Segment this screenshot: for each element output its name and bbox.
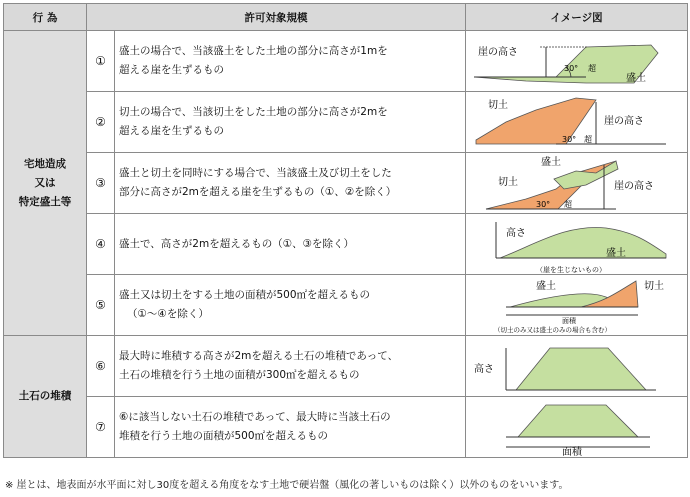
- table-row: [4, 31, 688, 92]
- description-line: 土石の堆積を行う土地の面積が300㎡を超えるもの: [119, 369, 360, 381]
- group-label-line: 又は: [34, 176, 56, 189]
- row-number: ⑤: [87, 275, 115, 336]
- label-embankment: 盛土: [536, 281, 556, 292]
- description-line: 盛土で、高さが2mを超えるもの（①、③を除く）: [119, 237, 355, 250]
- label-cut: 切土: [644, 281, 664, 292]
- table-row: [4, 92, 688, 153]
- stockpile-shape: [518, 405, 638, 437]
- header-scale: 許可対象規模: [87, 4, 466, 31]
- row-description: [115, 153, 466, 214]
- cut-and-fill-diagram: [466, 153, 688, 214]
- description-line: 堆積を行う土地の面積が500㎡を超えるもの: [119, 430, 329, 442]
- table-row: [4, 336, 688, 397]
- label-no-cliff: （崖を生じないもの）: [536, 266, 606, 274]
- permit-table: [3, 3, 688, 458]
- description-line: （①～④を除く）: [127, 308, 209, 320]
- label-embankment: 盛土: [626, 73, 646, 84]
- figure-cell: [466, 275, 688, 336]
- description-line: 盛土と切土を同時にする場合で、当該盛土及び切土をした: [119, 167, 392, 179]
- stockpile-area-diagram: [466, 397, 688, 458]
- description-line: 盛土の場合で、当該盛土をした土地の部分に高さが1mを: [119, 45, 388, 57]
- description-line: 切土の場合で、当該切土をした土地の部分に高さが2mを: [119, 106, 388, 118]
- row-description: [115, 336, 466, 397]
- footnote: ※ 崖とは、地表面が水平面に対し30度を超える角度をなす土地で硬岩盤（風化の著しいものは除く）以外のものをいいます。: [5, 480, 569, 491]
- label-area: 面積: [562, 317, 576, 325]
- description-line: 超える崖を生ずるもの: [119, 125, 224, 137]
- figure-cell: [466, 397, 688, 458]
- description-line: 超える崖を生ずるもの: [119, 64, 224, 76]
- label-embankment: 盛土: [541, 157, 561, 168]
- header-row: [4, 4, 688, 31]
- label-height: 高さ: [474, 364, 494, 375]
- row-number: ⑥: [87, 336, 115, 397]
- row-number: ④: [87, 214, 115, 275]
- label-cliff-height: 崖の高さ: [478, 47, 518, 58]
- header-act: 行 為: [4, 4, 87, 31]
- figure-cell: [466, 336, 688, 397]
- group-label-stockpile: 土石の堆積: [4, 336, 87, 458]
- header-image: イメージ図: [466, 4, 688, 31]
- table-row: [4, 275, 688, 336]
- embankment-height-diagram: [466, 214, 688, 275]
- area-diagram: [466, 275, 688, 336]
- row-description: [115, 397, 466, 458]
- label-cut: 切土: [498, 177, 518, 188]
- cut-cliff-diagram: [466, 92, 688, 153]
- row-number: ③: [87, 153, 115, 214]
- row-description: [115, 275, 466, 336]
- description-line: 最大時に堆積する高さが2mを超える土石の堆積であって、: [119, 350, 399, 362]
- row-number: ①: [87, 31, 115, 92]
- description-line: 盛土又は切土をする土地の面積が500㎡を超えるもの: [119, 289, 371, 301]
- table-row: [4, 397, 688, 458]
- label-over: 超: [564, 200, 572, 209]
- label-cut: 切土: [488, 100, 508, 111]
- description-line: ⑥に該当しない土石の堆積であって、最大時に当該土石の: [119, 411, 391, 423]
- label-embankment: 盛土: [606, 248, 626, 259]
- label-height: 高さ: [506, 228, 526, 239]
- label-angle: 30°: [536, 200, 551, 209]
- label-angle: 30°: [562, 135, 577, 144]
- embankment-shape: [554, 161, 618, 189]
- label-over: 超: [588, 64, 596, 73]
- row-description: [115, 92, 466, 153]
- label-area: 面積: [562, 447, 582, 458]
- figure-cell: [466, 214, 688, 275]
- figure-cell: [466, 31, 688, 92]
- embankment-cliff-diagram: [466, 31, 688, 92]
- group-label-development: [4, 31, 87, 336]
- figure-cell: [466, 92, 688, 153]
- group-label-line: 宅地造成: [24, 157, 66, 170]
- group-label-line: 特定盛土等: [18, 195, 72, 208]
- label-angle: 30°: [564, 64, 579, 73]
- table-row: [4, 153, 688, 214]
- row-description: [115, 214, 466, 275]
- row-number: ⑦: [87, 397, 115, 458]
- row-description: [115, 31, 466, 92]
- figure-cell: [466, 153, 688, 214]
- row-number: ②: [87, 92, 115, 153]
- stockpile-height-diagram: [466, 336, 688, 397]
- table-row: [4, 214, 688, 275]
- stockpile-shape: [516, 348, 646, 390]
- label-area-note: （切土のみ又は盛土のみの場合も含む）: [494, 326, 611, 334]
- label-over: 超: [584, 135, 592, 144]
- description-line: 部分に高さが2mを超える崖を生ずるもの（①、②を除く）: [119, 186, 397, 198]
- label-cliff-height: 崖の高さ: [604, 116, 644, 127]
- label-cliff-height: 崖の高さ: [614, 181, 654, 192]
